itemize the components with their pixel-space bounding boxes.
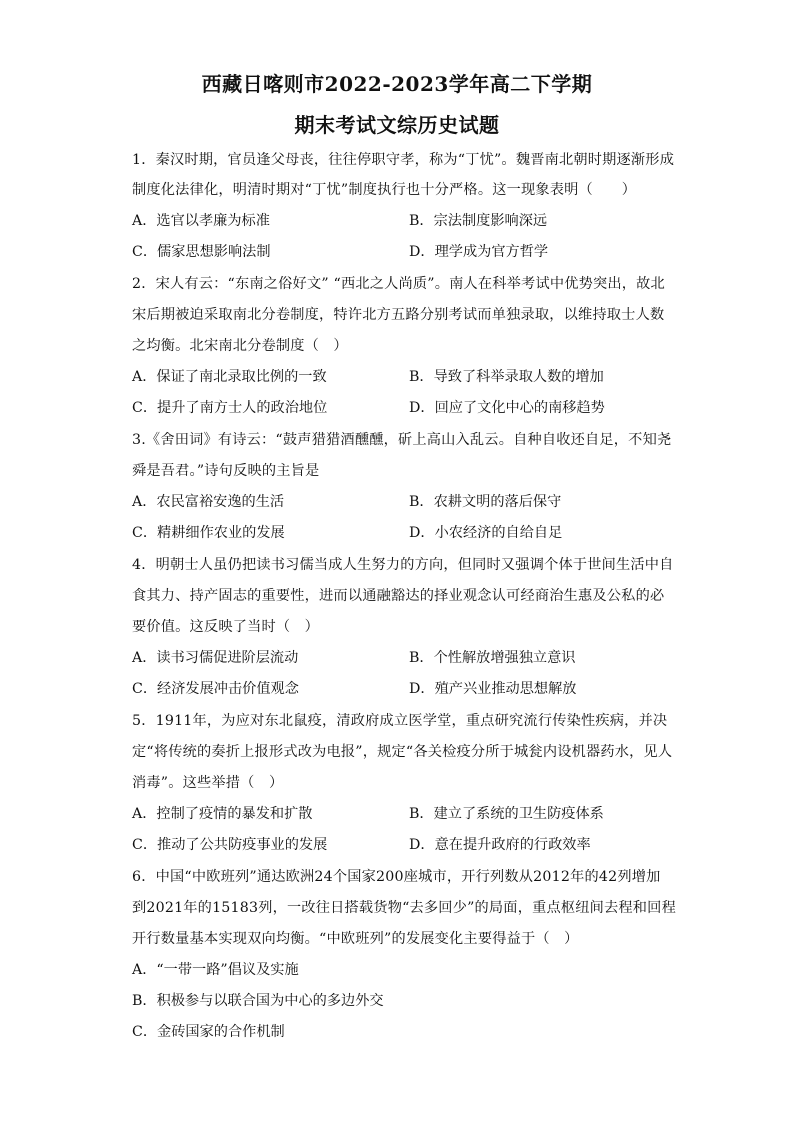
option-b: B．农耕文明的落后保守 <box>409 494 562 510</box>
question-text-line: 舜是吾君。”诗句反映的主旨是 <box>132 463 320 479</box>
option-c: C．推动了公共防疫事业的发展 <box>132 837 328 853</box>
option-c: C．精耕细作农业的发展 <box>132 525 285 541</box>
question-text-line: 到2021年的15183列，一改往日搭载货物“去多回少”的局面，重点枢纽间去程和回程 <box>132 900 676 916</box>
question-text-line: 食其力、持产固志的重要性，进而以通融豁达的择业观念认可经商治生惠及公私的必 <box>132 588 665 604</box>
question-text-line: 之均衡。北宋南北分卷制度（ ） <box>132 338 348 354</box>
option-c: C．儒家思想影响法制 <box>132 244 271 260</box>
option-c: C．金砖国家的合作机制 <box>132 1024 285 1040</box>
question-text-line: 宋后期被迫采取南北分卷制度，特许北方五路分别考试而单独录取，以维持取士人数 <box>132 307 665 323</box>
option-b: B．个性解放增强独立意识 <box>409 650 576 666</box>
option-b: B．导致了科举录取人数的增加 <box>409 369 604 385</box>
question-text-line: 3.《舍田词》有诗云：“鼓声猎猎酒醺醺，斫上高山入乱云。自种自收还自足，不知尧 <box>132 432 672 448</box>
question-text-line: 要价值。这反映了当时（ ） <box>132 619 320 635</box>
question-text-line: 1．秦汉时期，官员逢父母丧，往往停职守孝，称为“丁忧”。魏晋南北朝时期逐渐形成 <box>132 152 675 168</box>
question-text-line: 5．1911年，为应对东北鼠疫，清政府成立医学堂，重点研究流行传染性疾病，并决 <box>132 713 668 729</box>
option-a: A．“一带一路”倡议及实施 <box>132 962 299 978</box>
option-a: A．读书习儒促进阶层流动 <box>132 650 299 666</box>
question-text-line: 消毒”。这些举措（ ） <box>132 775 284 791</box>
question-text-line: 2．宋人有云：“东南之俗好文” “西北之人尚质”。南人在科举考试中优势突出，故北 <box>132 276 665 292</box>
option-c: C．经济发展冲击价值观念 <box>132 681 299 697</box>
option-a: A．选官以孝廉为标准 <box>132 213 270 229</box>
option-d: D．小农经济的自给自足 <box>409 525 563 541</box>
option-d: D．殖产兴业推动思想解放 <box>409 681 577 697</box>
page-title: 西藏日喀则市2022-2023学年高二下学期 <box>201 72 593 96</box>
option-c: C．提升了南方士人的政治地位 <box>132 400 328 416</box>
option-a: A．农民富裕安逸的生活 <box>132 494 285 510</box>
question-text-line: 6．中国“中欧班列”通达欧洲24个国家200座城市，开行列数从2012年的42列增加 <box>132 869 661 885</box>
option-d: D．理学成为官方哲学 <box>409 244 549 260</box>
option-a: A．保证了南北录取比例的一致 <box>132 369 327 385</box>
question-text-line: 开行数量基本实现双向均衡。“中欧班列”的发展变化主要得益于（ ） <box>132 931 579 947</box>
question-text-line: 4．明朝士人虽仍把读书习儒当成人生努力的方向，但同时又强调个体于世间生活中自 <box>132 557 674 573</box>
option-d: D．回应了文化中心的南移趋势 <box>409 400 605 416</box>
page-subtitle: 期末考试文综历史试题 <box>294 113 500 137</box>
option-d: D．意在提升政府的行政效率 <box>409 837 591 853</box>
option-b: B．积极参与以联合国为中心的多边外交 <box>132 993 384 1009</box>
option-b: B．宗法制度影响深远 <box>409 213 548 229</box>
question-text-line: 制度化法律化，明清时期对“丁忧”制度执行也十分严格。这一现象表明（ ） <box>132 182 637 198</box>
question-text-line: 定“将传统的奏折上报形式改为电报”，规定“各关检疫分所于城瓮内设机器药水，见人 <box>132 744 673 760</box>
option-a: A．控制了疫情的暴发和扩散 <box>132 806 313 822</box>
option-b: B．建立了系统的卫生防疫体系 <box>409 806 604 822</box>
